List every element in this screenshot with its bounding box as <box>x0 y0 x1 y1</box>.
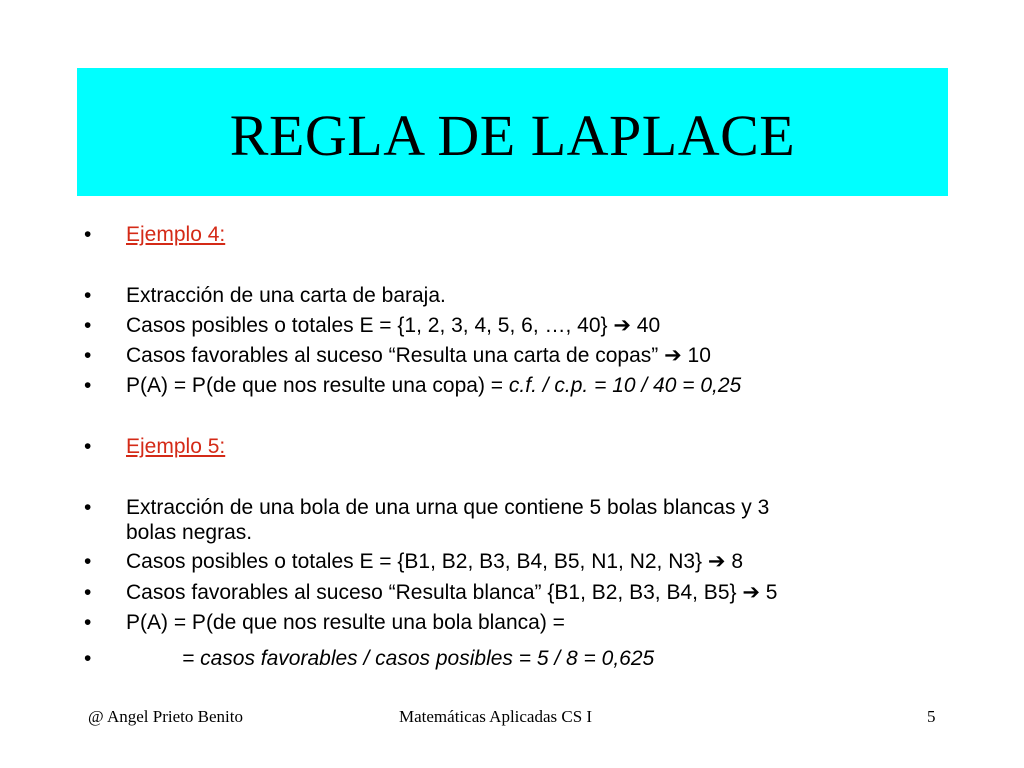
bullet-icon: • <box>84 581 92 604</box>
example5-line2: Casos posibles o totales E = {B1, B2, B3, B4, B5, N1, N2, N3} ➔ 8 <box>126 550 744 573</box>
footer-page-number: 5 <box>927 707 936 726</box>
bullet-icon: • <box>84 647 92 670</box>
example5-line1b: bolas negras. <box>126 521 253 544</box>
example5-heading: Ejemplo 5: <box>126 435 226 458</box>
bullet-icon: • <box>84 496 92 519</box>
bullet-icon: • <box>84 550 92 573</box>
bullet-icon: • <box>84 611 92 634</box>
example4-line4-formula: c.f. / c.p. = 10 / 40 = 0,25 <box>508 374 742 397</box>
bullet-icon: • <box>84 223 92 246</box>
slide-title: REGLA DE LAPLACE <box>229 102 796 168</box>
example4-line4 <box>126 373 956 398</box>
example5-line4: P(A) = P(de que nos resulte una bola blanca) = <box>126 611 565 634</box>
bullet-icon: • <box>84 435 92 458</box>
example5-line1a: Extracción de una bola de una urna que contiene 5 bolas blancas y 3 <box>126 496 770 519</box>
bullet-icon: • <box>84 314 92 337</box>
example4-heading: Ejemplo 4: <box>126 223 226 246</box>
example5-line5: = casos favorables / casos posibles = 5 / 8 = 0,625 <box>182 647 655 670</box>
footer-author: @ Angel Prieto Benito <box>88 707 243 726</box>
example5-line3: Casos favorables al suceso “Resulta blanca” {B1, B2, B3, B4, B5} ➔ 5 <box>126 581 778 604</box>
bullet-icon: • <box>84 344 92 367</box>
example5-line1 <box>126 495 956 545</box>
bullet-icon: • <box>84 374 92 397</box>
footer-course: Matemáticas Aplicadas CS I <box>399 707 593 726</box>
example4-line4-text: P(A) = P(de que nos resulte una copa) = <box>126 374 509 397</box>
bullet-icon: • <box>84 284 92 307</box>
example4-line1: Extracción de una carta de baraja. <box>126 284 446 307</box>
example4-line3: Casos favorables al suceso “Resulta una carta de copas” ➔ 10 <box>126 344 711 367</box>
example4-line2: Casos posibles o totales E = {1, 2, 3, 4, 5, 6, …, 40} ➔ 40 <box>126 314 661 337</box>
